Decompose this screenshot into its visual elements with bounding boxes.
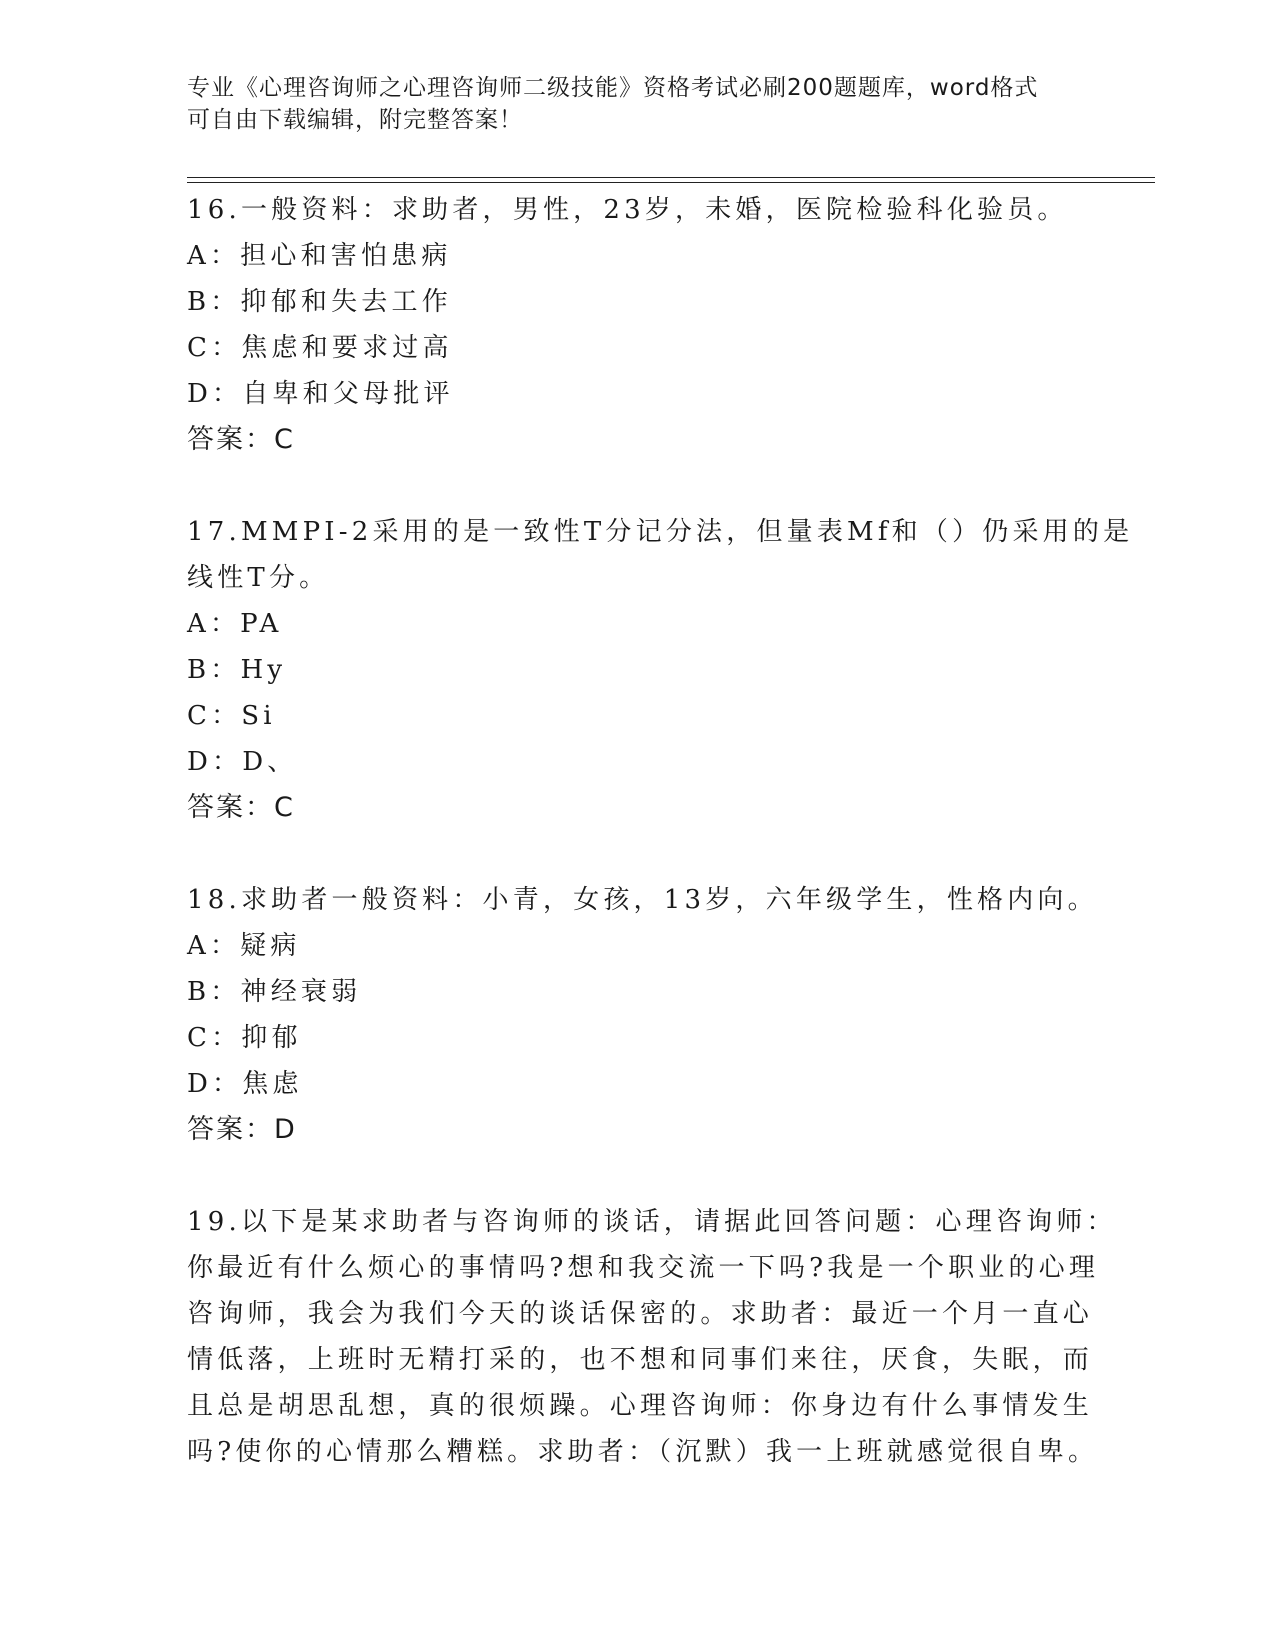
- header-rule-bottom: [187, 182, 1155, 183]
- question-stem-continued: 吗?使你的心情那么糟糕。求助者：（沉默）我一上班就感觉很自卑。: [187, 1437, 1099, 1467]
- header-line-1: 专业《心理咨询师之心理咨询师二级技能》资格考试必刷200题题库，word格式: [187, 75, 1039, 101]
- option-c: C：抑郁: [187, 1023, 302, 1053]
- question-stem-continued: 线性T分。: [187, 563, 330, 593]
- answer: 答案：C: [187, 792, 295, 823]
- header-rule-top: [187, 177, 1155, 178]
- question-list: [187, 187, 1134, 1521]
- option-b: B：抑郁和失去工作: [187, 287, 452, 317]
- header-line-2: 可自由下载编辑，附完整答案！: [187, 107, 523, 133]
- option-a: A：担心和害怕患病: [187, 241, 452, 271]
- question-stem: 18.求助者一般资料：小青，女孩，13岁，六年级学生，性格内向。: [187, 885, 1098, 915]
- option-a: A：PA: [187, 609, 283, 639]
- question-stem: 19.以下是某求助者与咨询师的谈话，请据此回答问题：心理咨询师：: [187, 1207, 1117, 1237]
- question-stem-continued: 你最近有什么烦心的事情吗?想和我交流一下吗?我是一个职业的心理: [187, 1253, 1100, 1283]
- question-stem-continued: 且总是胡思乱想，真的很烦躁。心理咨询师：你身边有什么事情发生: [187, 1391, 1094, 1421]
- question-stem-continued: 咨询师，我会为我们今天的谈话保密的。求助者：最近一个月一直心: [187, 1299, 1094, 1329]
- option-d: D：焦虑: [187, 1069, 303, 1099]
- question-16: [187, 187, 1087, 463]
- option-b: B：Hy: [187, 655, 287, 685]
- question-17: [187, 509, 1134, 831]
- option-d: D：D、: [187, 747, 298, 777]
- answer: 答案：C: [187, 424, 295, 455]
- answer: 答案：D: [187, 1114, 297, 1145]
- question-18: [187, 877, 1098, 1153]
- question-stem: 17.MMPI-2采用的是一致性T分记分法，但量表Mf和（）仍采用的是: [187, 517, 1134, 547]
- option-c: C：Si: [187, 701, 276, 731]
- question-19: [187, 1199, 1117, 1475]
- question-stem-continued: 情低落，上班时无精打采的，也不想和同事们来往，厌食，失眠，而: [187, 1345, 1094, 1375]
- question-stem: 16.一般资料：求助者，男性，23岁，未婚，医院检验科化验员。: [187, 195, 1068, 225]
- option-b: B：神经衰弱: [187, 977, 362, 1007]
- option-a: A：疑病: [187, 931, 301, 961]
- option-d: D：自卑和父母批评: [187, 379, 454, 409]
- document-header: [187, 72, 1067, 136]
- option-c: C：焦虑和要求过高: [187, 333, 453, 363]
